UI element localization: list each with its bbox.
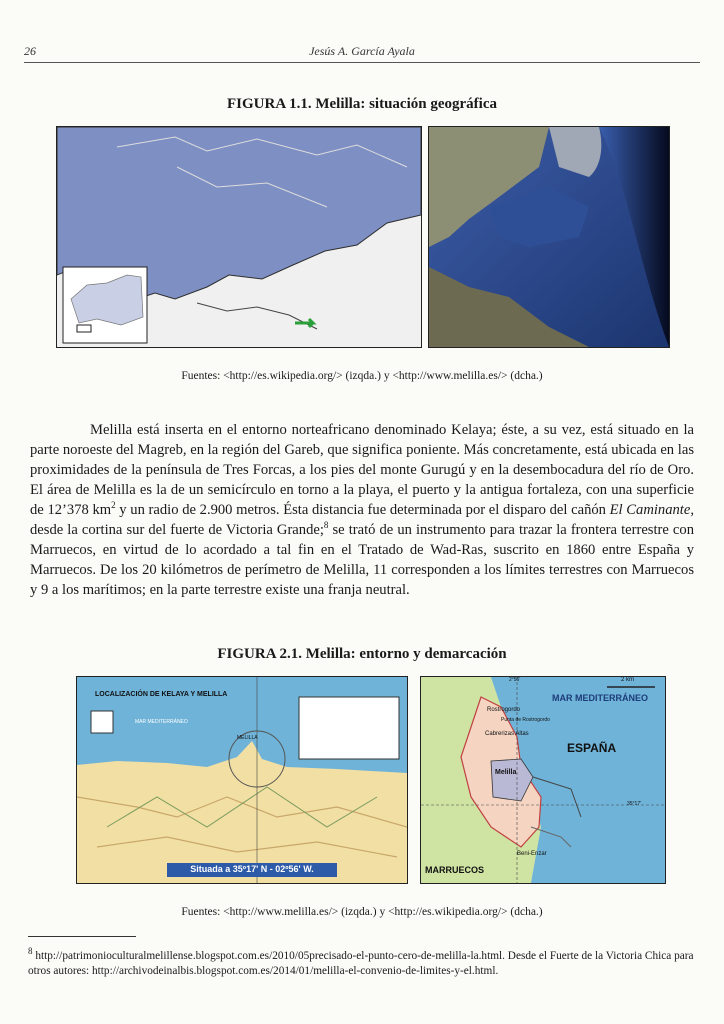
figure2-title: FIGURA 2.1. Melilla: entorno y demarcación (217, 646, 507, 662)
text-run: se trató de un instrumento para trazar la frontera terrestre con Marruecos, en virtud de lo acordado a tal fin en el Tratado de Wad-Ras, suscrito en 1860 entre España y Marruecos. De los 20 kilómetros de perímetro de Melilla, 11 corresponden a los límites terrestres con Marruecos y 9 a los marítimos; en la parte terrestre existe una franja neutral. (30, 522, 694, 598)
left-map-sea-label: MAR MEDITERRÁNEO (135, 719, 188, 725)
figure2-left-map (76, 676, 408, 884)
footnote-text: http://patrimonioculturalmelillense.blogspot.com.es/2010/05precisado-el-punto-cero-de-melilla-la.html. Desde el Fuerte de la Victoria Chica para otros autores: http://archivodeinalbis.blogspot.com.es/2014/01/melilla-el-convenio-de-limites-y-el.html. (28, 949, 694, 977)
figure1-left-map (56, 126, 422, 348)
running-author: Jesús A. García Ayala (309, 44, 415, 58)
right-map-morocco: MARRUECOS (425, 865, 485, 875)
place-cabrerizas: Cabrerizas Altas (485, 731, 529, 737)
footnote-ref[interactable]: 8 (323, 520, 329, 531)
cannon-name: El Caminante (609, 502, 691, 518)
place-beni-enzar: Beni-Enzar (517, 851, 547, 857)
figure1-right-satellite (428, 126, 670, 348)
footnote-number: 8 (28, 946, 33, 956)
text-run: y un radio de 2.900 metros. Ésta distancia fue determinada por el disparo del cañón (115, 502, 610, 518)
right-map-spain: ESPAÑA (567, 741, 617, 755)
place-punta-rostrogordo: Punta de Rostrogordo (501, 717, 550, 723)
place-melilla: Melilla (495, 769, 517, 776)
superscript: 2 (111, 500, 116, 511)
footnote (28, 944, 698, 979)
page-number: 26 (24, 44, 36, 58)
paragraph (30, 420, 694, 600)
figure1-source: Fuentes: <http://es.wikipedia.org/> (izqda.) y <http://www.melilla.es/> (dcha.) (181, 370, 543, 382)
left-map-heading: LOCALIZACIÓN DE KELAYA Y MELILLA (95, 691, 228, 698)
left-map-caption: Situada a 35º17' N - 02º56' W. (190, 864, 314, 874)
europe-map-graphic (57, 127, 421, 347)
text-run: Melilla está inserta en el entorno norteafricano denominado Kelaya; éste, a su vez, está situado en la parte noroeste del Magreb, en la región del Gareb, que significa poniente. Más concretamente, está ubicada en las proximidades de la península de Tres Forcas, a los pies del monte Gurugú y en la desembocadura del río de Oro. El área de Melilla es la de un semicírculo en torno a la playa, el puerto y la antigua fortaleza, con una superficie de 12’378 km (30, 422, 694, 518)
running-header (24, 44, 700, 60)
header-rule (24, 62, 700, 63)
figure2-right-map (420, 676, 666, 884)
right-map-sea: MAR MEDITERRÁNEO (552, 693, 648, 703)
right-map-lon: 2°56' (509, 677, 521, 683)
kelaya-map-graphic (77, 677, 407, 883)
place-rostrogordo: Rostrogordo (487, 707, 521, 713)
figure2-source: Fuentes: <http://www.melilla.es/> (izqda.) y <http://es.wikipedia.org/> (dcha.) (181, 906, 543, 918)
figure1-title: FIGURA 1.1. Melilla: situación geográfica (227, 96, 497, 112)
satellite-photo-graphic (429, 127, 669, 347)
left-map-city-label: MELILLA (237, 735, 258, 741)
text-run: , desde la cortina sur del fuerte de Victoria Grande; (30, 502, 694, 538)
body-paragraph (30, 420, 694, 600)
right-map-lat: 35°17' (627, 801, 642, 807)
footnote-rule (28, 936, 136, 937)
right-map-scale: 2 km (621, 677, 635, 683)
